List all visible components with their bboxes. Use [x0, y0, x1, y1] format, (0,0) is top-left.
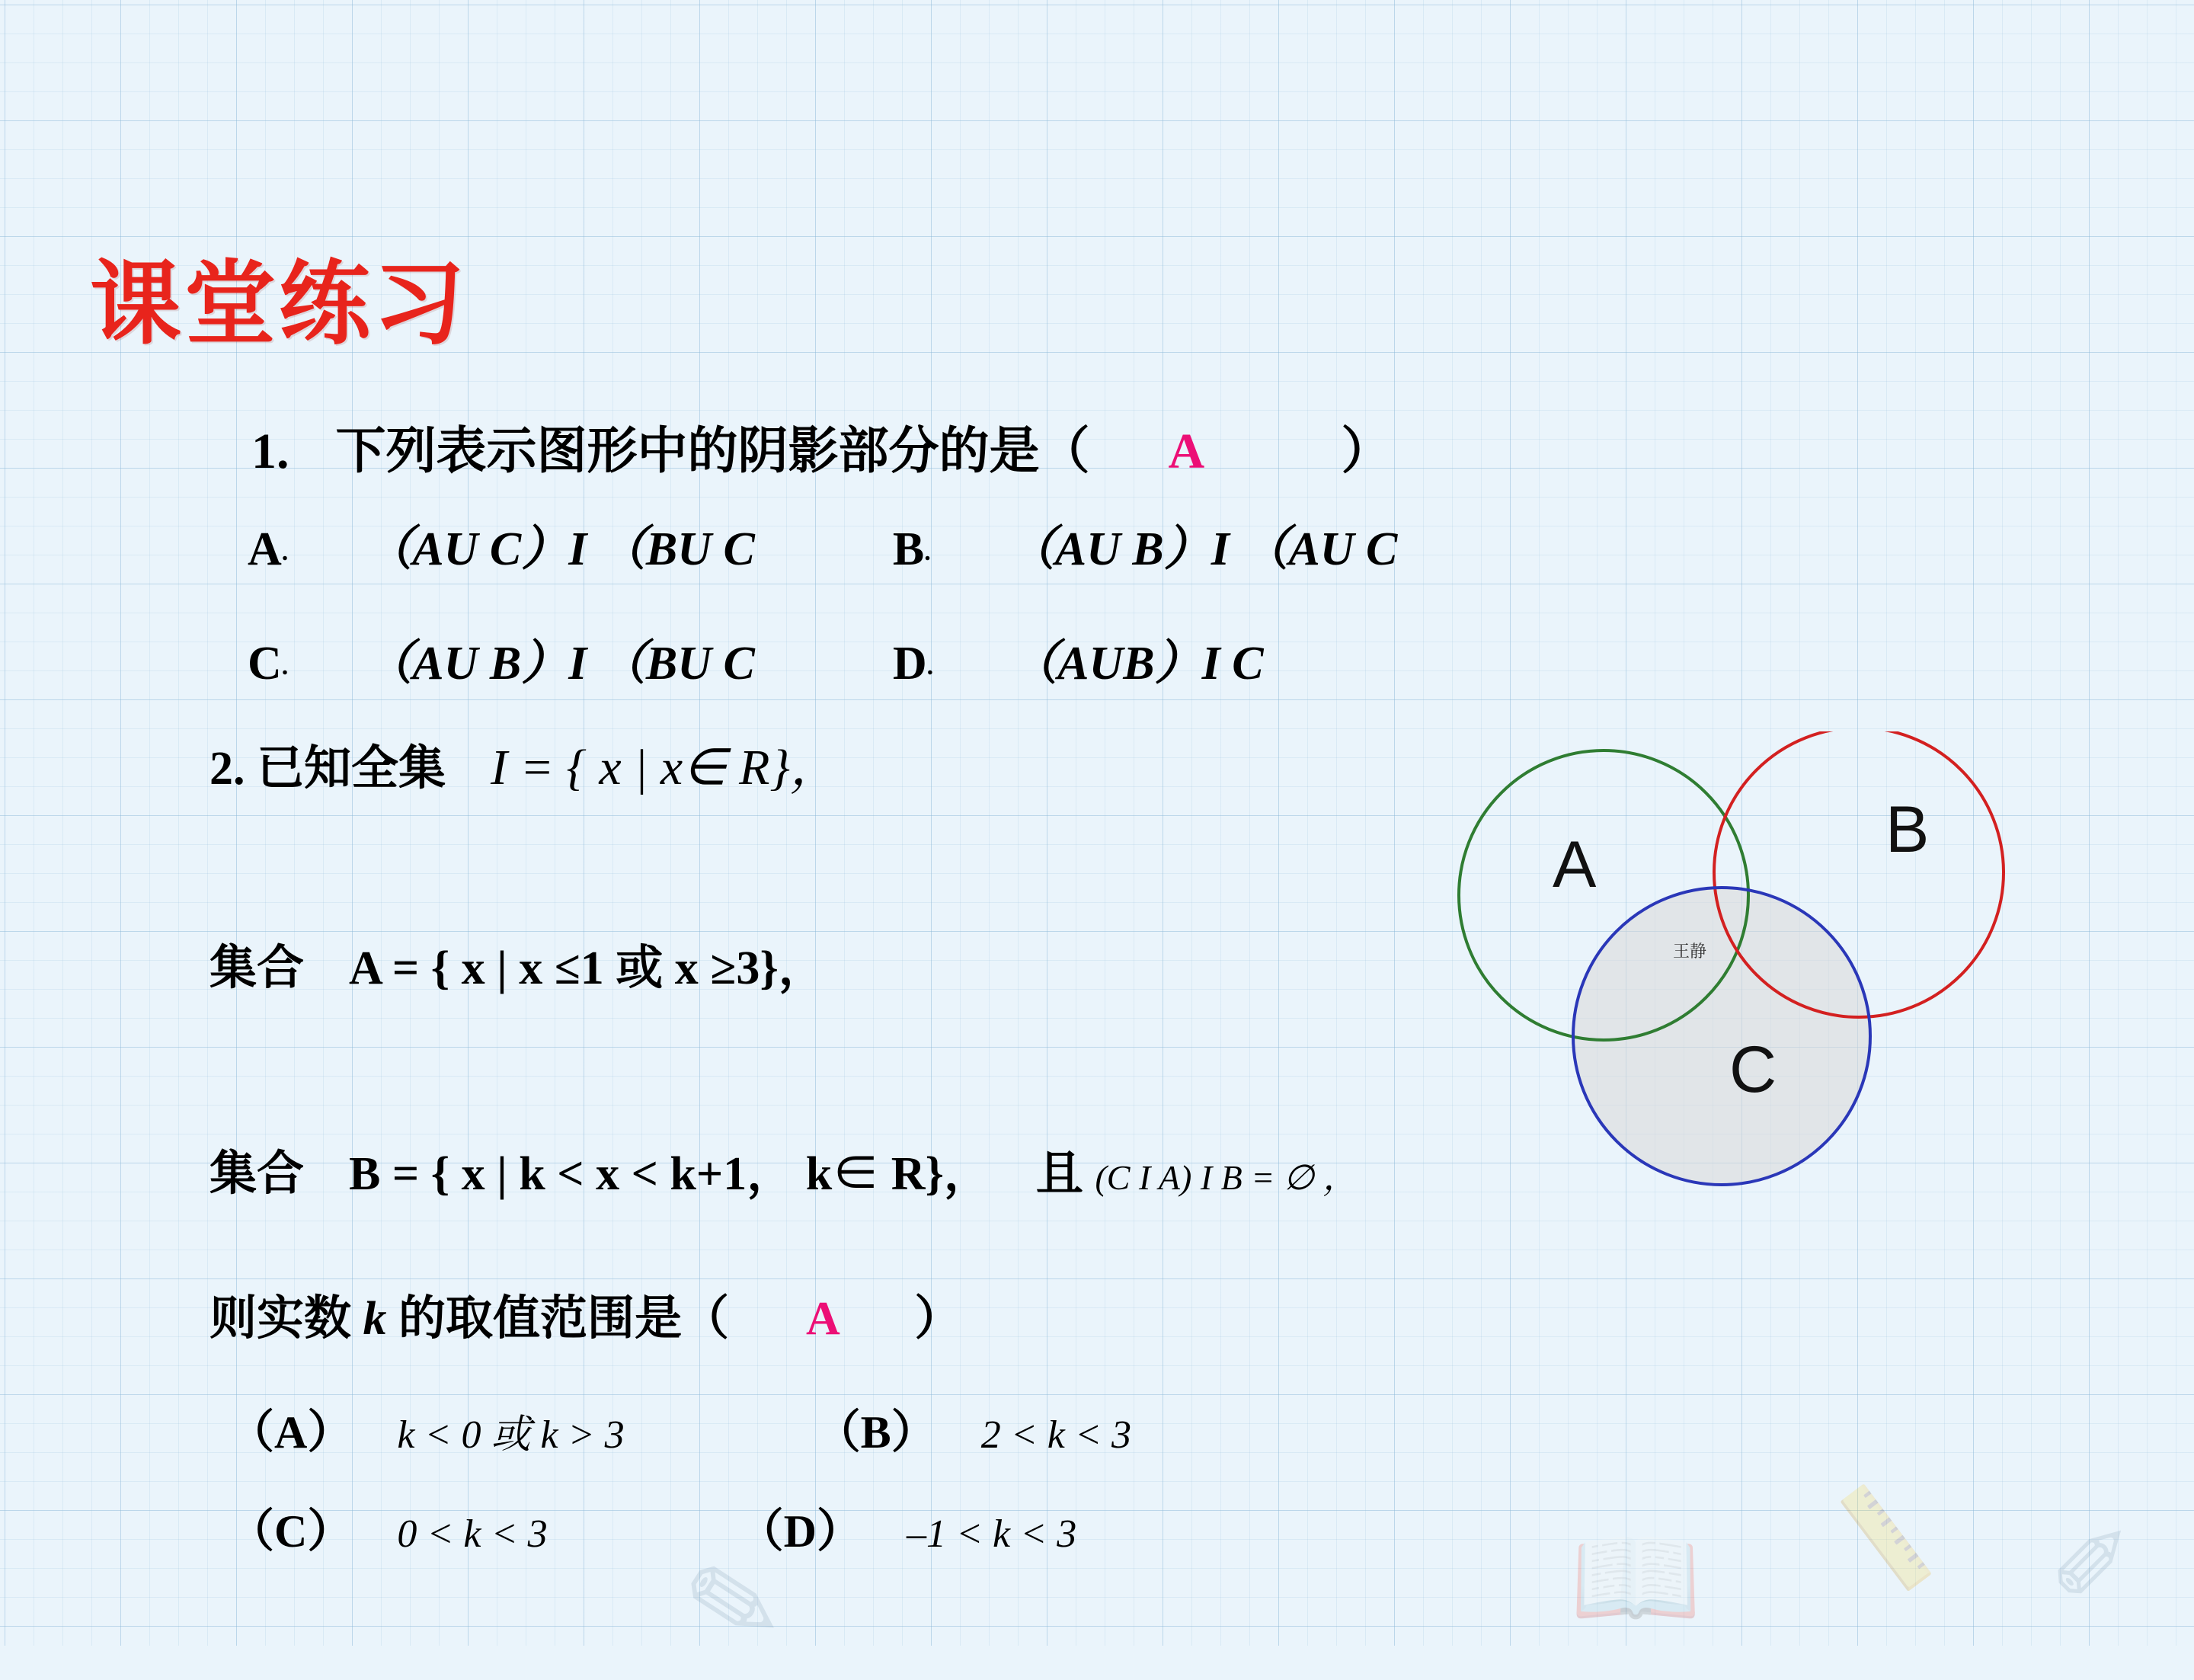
range-variable: k: [363, 1293, 387, 1345]
book-icon: 📖: [1569, 1518, 1703, 1637]
pencil-icon: ✎: [673, 1531, 794, 1678]
range-close-paren: ）: [914, 1293, 962, 1345]
venn-circle-b: [1714, 731, 2004, 1017]
q2-option-label-b: （B）: [814, 1407, 937, 1458]
option-text-d: （AUB）I C: [1010, 638, 1264, 690]
q2-option-label-d: （D）: [737, 1506, 862, 1557]
question-2-universal-set-label: 已知全集: [257, 743, 446, 795]
set-a-math: A = { x | x ≤1 或 x ≥3}，: [349, 942, 826, 994]
question-2-choices-row-1: [229, 1407, 1131, 1458]
question-1-options-row-2: C. （AU B）I （BU C D. （AUB）I C: [248, 638, 1264, 690]
ruler-icon: 📏: [1821, 1480, 1949, 1597]
question-2-choices-row-2: [229, 1506, 1077, 1557]
set-b-condition-math: (C I A) I B = ∅ ，: [1095, 1158, 1358, 1197]
venn-label-c: C: [1729, 1033, 1777, 1106]
question-2-number: 2.: [209, 743, 245, 795]
venn-label-a: A: [1553, 828, 1597, 901]
q2-option-text-a: k < 0 或 k > 3: [397, 1413, 625, 1457]
set-a-label: 集合: [209, 942, 305, 994]
option-label-b: B: [892, 523, 925, 575]
question-2-line-3: [209, 1150, 1358, 1198]
option-label-c: C: [248, 638, 282, 690]
question-1-text: 下列表示图形中的阴影部分的是（: [335, 424, 1090, 479]
question-1-close-paren: ）: [1341, 424, 1392, 479]
question-1-prompt: [251, 424, 1392, 479]
pen-icon: ✐: [2049, 1511, 2132, 1622]
q2-option-label-a: （A）: [229, 1407, 353, 1458]
question-2-line-2: [209, 942, 826, 994]
question-1-number: 1.: [251, 424, 289, 479]
option-text-a: （AU C）I （BU C: [365, 523, 755, 575]
range-middle: 的取值范围是（: [398, 1293, 730, 1345]
question-2-answer: A: [806, 1293, 838, 1345]
question-1-options-row-1: A. （AU C）I （BU C B. （AU B）I （AU C: [248, 523, 1398, 575]
venn-diagram: [1425, 731, 2034, 1204]
question-2-line-1: [209, 740, 840, 795]
q2-option-text-c: 0 < k < 3: [397, 1512, 548, 1556]
q2-option-text-d: –1 < k < 3: [906, 1512, 1077, 1556]
option-label-d: D: [892, 638, 927, 690]
venn-diagram-svg: [1425, 731, 2034, 1204]
venn-label-b: B: [1885, 793, 1930, 866]
range-prefix: 则实数: [209, 1293, 352, 1345]
question-2-line-4: [209, 1293, 962, 1345]
question-1-answer: A: [1168, 424, 1202, 479]
set-b-math: B = { x | k < x < k+1， k∈ R}，: [349, 1148, 991, 1200]
question-2-universal-set-math: I = { x | x∈ R}，: [491, 740, 840, 795]
option-label-a: A: [248, 523, 282, 575]
venn-watermark: 王静: [1672, 942, 1706, 961]
q2-option-text-b: 2 < k < 3: [980, 1413, 1131, 1457]
set-b-condition-cn: 且: [1035, 1148, 1083, 1200]
set-b-label: 集合: [209, 1148, 305, 1200]
option-text-b: （AU B）I （AU C: [1007, 523, 1398, 575]
page-title: 课堂练习: [90, 254, 468, 355]
q2-option-label-c: （C）: [229, 1506, 353, 1557]
option-text-c: （AU B）I （BU C: [365, 638, 755, 690]
